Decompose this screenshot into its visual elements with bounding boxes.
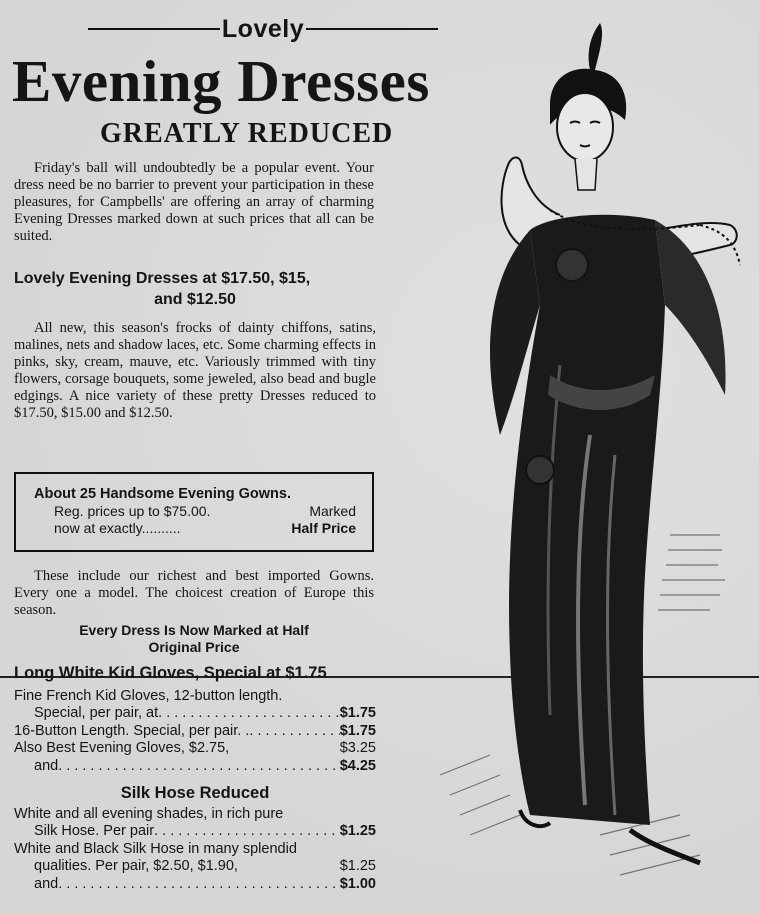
every-dress-note — [14, 622, 374, 656]
leader-dots — [158, 705, 340, 722]
box-line-2 — [34, 520, 356, 537]
subhead: GREATLY REDUCED — [100, 118, 394, 149]
hose-line3: White and Black Silk Hose in many splendid — [14, 840, 297, 857]
lady-in-evening-gown-icon — [400, 15, 755, 910]
gloves-line2-price: $1.75 — [339, 705, 376, 722]
leader-dots — [154, 823, 340, 840]
hose-line2 — [14, 823, 376, 840]
hose-line2-price: $1.25 — [339, 823, 376, 840]
dresses-description: All new, this season's frocks of dainty chiffons, satins, malines, nets and shadow laces, etc. Some charming effects in pinks, sky, cream, mauve, etc. Variously trimmed with tiny flowers, corsage bouquets, some jeweled, also bead and bugle edgings. A nice variety of these pretty Dresses reduced to $17.50, $15.00 and $12.50. — [14, 320, 376, 421]
dresses-heading-line2: and $12.50 — [154, 291, 236, 308]
every-dress-line2: Original Price — [148, 639, 240, 655]
kicker — [88, 14, 438, 44]
flower-bouquet-icon — [556, 249, 588, 281]
hose-line2-label: Silk Hose. Per pair — [34, 823, 155, 840]
hose-heading: Silk Hose Reduced — [120, 784, 270, 802]
gloves-line5-price: $4.25 — [339, 757, 376, 774]
gloves-line3-price: $1.75 — [339, 722, 376, 739]
leader-dots — [58, 876, 340, 893]
gowns-box — [14, 472, 374, 552]
face-icon — [557, 93, 613, 161]
headline: Evening Dresses — [12, 48, 430, 114]
box-title: About 25 Handsome Evening Gowns. — [34, 486, 292, 502]
feather-icon — [589, 23, 602, 70]
leader-dots — [58, 758, 340, 775]
box-line1-left: Reg. prices up to $75.00. — [54, 503, 211, 519]
gowns-paragraph: These include our richest and best imported Gowns. Every one a model. The choicest creation of Europe this season. — [14, 568, 374, 618]
hose-list — [14, 806, 376, 893]
gloves-line3-label: 16-Button Length. Special, per pair. . — [14, 722, 250, 739]
gloves-line2-label: Special, per pair, at — [34, 705, 159, 722]
box-line2-left: now at exactly.......... — [54, 520, 181, 536]
hose-line4-right: $1.25 — [339, 858, 376, 875]
gloves-line4-right: $3.25 — [339, 740, 376, 757]
flower-bouquet-icon — [526, 456, 554, 484]
hose-line4-left: qualities. Per pair, $2.50, $1.90, — [34, 858, 238, 875]
hose-line4 — [14, 858, 376, 875]
box-line2-right: Half Price — [291, 520, 356, 536]
gloves-heading: Long White Kid Gloves, Special at $1.75 — [14, 664, 327, 682]
box-line1-right: Marked — [309, 503, 356, 519]
hose-line5-price: $1.00 — [339, 875, 376, 892]
gloves-line1: Fine French Kid Gloves, 12-button length. — [14, 688, 283, 704]
every-dress-line1: Every Dress Is Now Marked at Half — [79, 622, 309, 638]
gloves-line4 — [14, 740, 376, 757]
hose-line5-label: and — [34, 875, 59, 892]
hose-line1: White and all evening shades, in rich pure — [14, 806, 284, 822]
box-line-1 — [34, 503, 356, 520]
dresses-heading-line1: Lovely Evening Dresses at $17.50, $15, — [14, 270, 311, 287]
dresses-heading — [14, 268, 376, 310]
gloves-line2 — [14, 705, 376, 722]
kicker-rule-left — [88, 28, 220, 30]
gloves-line4-left: Also Best Evening Gloves, $2.75, — [14, 740, 230, 757]
gloves-line3 — [14, 723, 376, 740]
leader-dots — [249, 723, 339, 740]
hose-line5 — [14, 876, 376, 893]
kicker-text: Lovely — [221, 14, 305, 43]
gloves-line5 — [14, 758, 376, 775]
gloves-list — [14, 688, 376, 775]
intro-paragraph: Friday's ball will undoubtedly be a popular event. Your dress need be no barrier to prevent your participation in these pleasures, for Campbells' are offering an array of charming Evening Dresses marked down at such prices that all can be suited. — [14, 160, 374, 244]
gloves-line5-label: and — [34, 757, 59, 774]
